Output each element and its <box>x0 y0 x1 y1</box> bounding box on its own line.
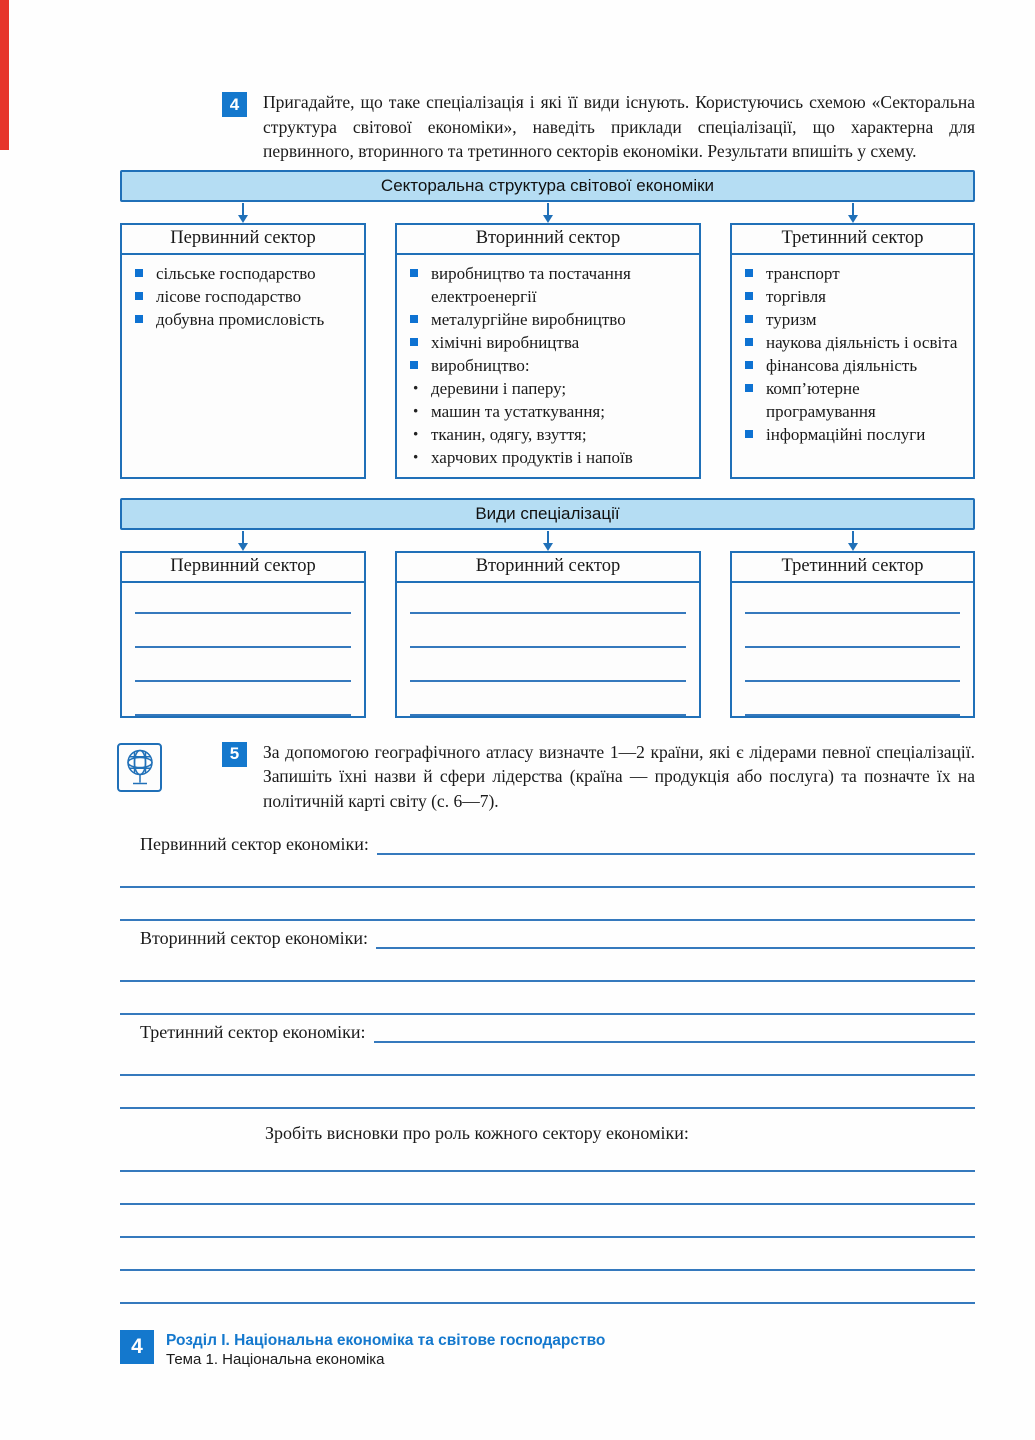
primary-sector-box <box>120 223 366 479</box>
answer-line[interactable] <box>120 1043 975 1076</box>
task-number-badge: 4 <box>222 92 247 117</box>
answer-line[interactable] <box>120 1147 975 1172</box>
tertiary-sector-box <box>730 223 975 479</box>
page-number-badge: 4 <box>120 1330 154 1364</box>
list-item: фінансова діяльність <box>742 354 965 377</box>
list-item: комп’ютерне програмування <box>742 377 965 423</box>
answer-line[interactable] <box>120 1238 975 1271</box>
sector-box-title: Первинний сектор <box>122 553 364 583</box>
list-subitem: · машин та устаткування; <box>407 400 691 423</box>
task-5 <box>120 740 975 814</box>
list-item: туризм <box>742 308 965 331</box>
chart-specialization-kinds <box>120 498 975 718</box>
answer-label: Первинний сектор економіки: <box>140 834 369 854</box>
answer-line[interactable] <box>120 1271 975 1304</box>
list-item: виробництво: <box>407 354 691 377</box>
answer-line[interactable] <box>376 925 975 949</box>
chart-sectoral-structure <box>120 170 975 479</box>
specialization-line[interactable] <box>745 682 960 716</box>
specialization-line[interactable] <box>745 648 960 682</box>
secondary-sector-box <box>395 223 701 479</box>
sector-box-title: Вторинний сектор <box>397 553 699 583</box>
answer-label: Третинний сектор економіки: <box>140 1022 366 1042</box>
specialization-line[interactable] <box>135 682 351 716</box>
list-subitem: · деревини і паперу; <box>407 377 691 400</box>
sector-box-title: Первинний сектор <box>122 225 364 255</box>
answer-section-tertiary <box>120 1015 975 1109</box>
tertiary-specialization-box <box>730 551 975 718</box>
conclusion-prompt: Зробіть висновки про роль кожного сектору економіки: <box>265 1123 689 1143</box>
list-item: металургійне виробництво <box>407 308 691 331</box>
conclusion-section <box>120 1123 975 1304</box>
answer-line[interactable] <box>377 831 975 855</box>
specialization-line[interactable] <box>410 682 686 716</box>
answer-section-secondary <box>120 921 975 1015</box>
arrow-down-icon <box>848 530 858 551</box>
list-item: добувна промисловість <box>132 308 356 331</box>
specialization-line[interactable] <box>410 614 686 648</box>
specialization-line[interactable] <box>135 648 351 682</box>
arrow-row <box>120 530 975 551</box>
page-edge-red-tab <box>0 0 9 150</box>
page-footer <box>120 1330 975 1369</box>
arrow-down-icon <box>543 202 553 223</box>
chart-title-bar: Види спеціалізації <box>120 498 975 530</box>
arrow-row <box>120 202 975 223</box>
arrow-down-icon <box>848 202 858 223</box>
atlas-task-marker <box>117 743 162 792</box>
answer-line[interactable] <box>120 855 975 888</box>
specialization-line[interactable] <box>410 648 686 682</box>
list-subitem: · харчових продуктів і напоїв <box>407 446 691 469</box>
answer-section-primary <box>120 827 975 921</box>
page-content <box>120 0 975 1369</box>
specialization-line[interactable] <box>745 614 960 648</box>
sector-box-title: Вторинний сектор <box>397 225 699 255</box>
list-item: інформаційні послуги <box>742 423 965 446</box>
answer-line[interactable] <box>120 982 975 1015</box>
list-subitem: · тканин, одягу, взуття; <box>407 423 691 446</box>
sector-box-title: Третинний сектор <box>732 553 973 583</box>
task-4 <box>120 90 975 164</box>
task-4-text: Пригадайте, що таке спеціалізація і які її види існують. Користуючись схемою «Секторальна структура світової економіки», наведіть приклади спеціалізації, що характерна для первинного, вторинного та третинного секторів економіки. Результати впишіть у схему. <box>263 92 975 161</box>
answer-line[interactable] <box>120 1076 975 1109</box>
primary-specialization-box <box>120 551 366 718</box>
list-item: лісове господарство <box>132 285 356 308</box>
globe-icon <box>121 746 159 788</box>
answer-line[interactable] <box>374 1019 975 1043</box>
task-5-text: За допомогою географічного атласу визначте 1—2 країни, які є лідерами певної спеціалізації. Запишіть їхні назви й сфери лідерства (країна — продукція або послуга) та позначте їх на політичній карті світу (с. 6—7). <box>263 741 975 811</box>
specialization-line[interactable] <box>135 614 351 648</box>
answer-line[interactable] <box>120 888 975 921</box>
chart-title-bar: Секторальна структура світової економіки <box>120 170 975 202</box>
list-item: торгівля <box>742 285 965 308</box>
task-number-badge: 5 <box>222 742 247 767</box>
arrow-down-icon <box>238 202 248 223</box>
list-item: транспорт <box>742 262 965 285</box>
footer-section-title: Розділ І. Національна економіка та світове господарство <box>166 1332 606 1349</box>
list-item: наукова діяльність і освіта <box>742 331 965 354</box>
answer-line[interactable] <box>120 949 975 982</box>
sector-box-title: Третинний сектор <box>732 225 973 255</box>
specialization-line[interactable] <box>135 583 351 614</box>
arrow-down-icon <box>543 530 553 551</box>
arrow-down-icon <box>238 530 248 551</box>
list-item: сільське господарство <box>132 262 356 285</box>
answer-line[interactable] <box>120 1172 975 1205</box>
answer-line[interactable] <box>120 1205 975 1238</box>
footer-topic-title: Тема 1. Національна економіка <box>166 1351 385 1368</box>
list-item: виробництво та постачання електроенергії <box>407 262 691 308</box>
list-item: хімічні виробництва <box>407 331 691 354</box>
answer-label: Вторинний сектор економіки: <box>140 928 369 948</box>
specialization-line[interactable] <box>745 583 960 614</box>
specialization-line[interactable] <box>410 583 686 614</box>
secondary-specialization-box <box>395 551 701 718</box>
